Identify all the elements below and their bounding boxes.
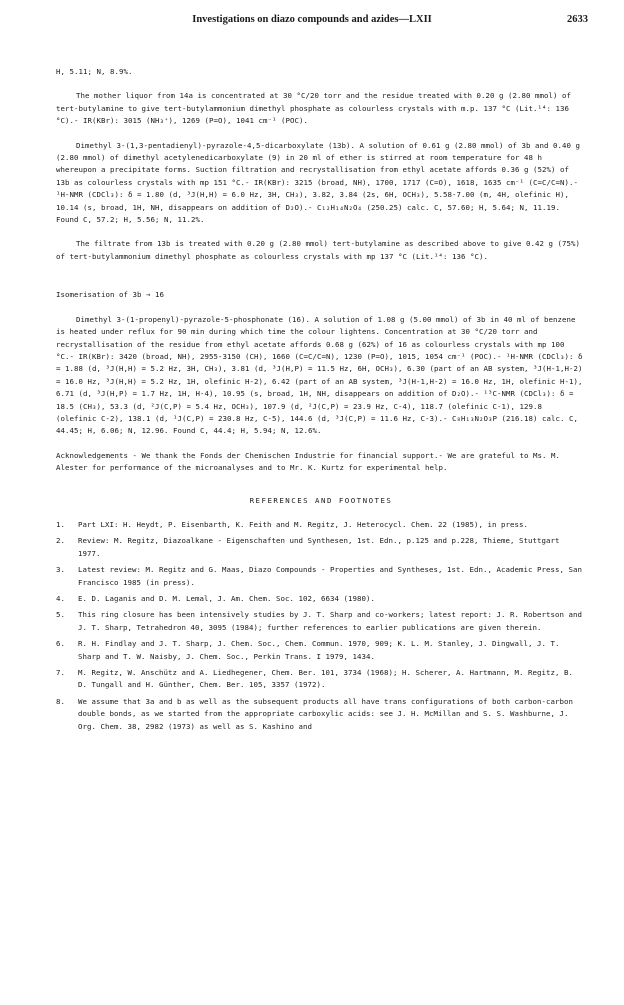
reference-text: Review: M. Regitz, Diazoalkane - Eigenschaften und Synthesen, 1st. Edn., p.125 and p.228, Thieme, Stuttgart 1977.: [78, 536, 560, 558]
reference-number: 4.: [56, 594, 65, 603]
reference-text: Latest review: M. Regitz and G. Maas, Diazo Compounds - Properties and Syntheses, 1st. Edn., Academic Press, San Francisco 1985 (in press).: [78, 565, 582, 587]
reference-number: 5.: [56, 610, 65, 620]
reference-text: Part LXI: H. Heydt, P. Eisenbarth, K. Feith and M. Regitz, J. Heterocycl. Chem. 22 (1985), in press.: [78, 519, 528, 529]
page-number: 2633: [567, 14, 588, 25]
reference-item: [56, 564, 586, 589]
reference-item: [56, 535, 586, 560]
reference-text: M. Regitz, W. Anschütz and A. Liedhegener, Chem. Ber. 101, 3734 (1968); H. Scherer, A. Hartmann, M. Regitz, B. D. Tungall and H. Günther, Chem. Ber. 105, 3357 (1972).: [78, 668, 573, 690]
reference-item: [56, 519, 586, 531]
reference-item: [56, 638, 586, 663]
running-header: [0, 14, 624, 32]
reference-number: 1.: [56, 519, 65, 529]
reference-number: 8.: [56, 696, 65, 706]
reference-number: 7.: [56, 668, 65, 678]
reference-item: [56, 696, 586, 733]
paragraph-mother-liquor: The mother liquor from 14a is concentrated at 30 °C/20 torr and the residue treated with 0.20 g (2.80 mmol) of tert-butylamine to give tert-butylammonium dimethyl phosphate as colourless crystals with m.p. 137 °C (Lit.¹⁴: 136 °C).- IR(KBr): 3015 (NH₃⁺), 1269 (P=O), 1041 cm⁻¹ (POC).: [56, 91, 571, 126]
running-title: Investigations on diazo compounds and azides—LXII: [192, 14, 432, 25]
reference-text: E. D. Laganis and D. M. Lemal, J. Am. Chem. Soc. 102, 6634 (1980).: [78, 594, 375, 603]
reference-number: 2.: [56, 536, 65, 546]
reference-text: We assume that 3a and b as well as the subsequent products all have trans configurations of both carbon-carbon double bonds, as we started from the appropriate carboxylic acids: see J. H. McMillan and S. S. Washburne, J. Org. Chem. 38, 2982 (1973) as well as S. Kashino and: [78, 696, 573, 731]
references-heading: REFERENCES AND FOOTNOTES: [249, 495, 393, 505]
paragraph-compound-16: Dimethyl 3-(1-propenyl)-pyrazole-5-phosphonate (16). A solution of 1.08 g (5.00 mmol) of 3b in 40 ml of benzene is heated under reflux for 90 min during which time the colour lightens. Concentration at 30 °C/20 torr and recrystallisation of the residue from ethyl acetate affords 0.68 g (62%) of 16 as colourless crystals with mp 100 °C.- IR(KBr): 3420 (broad, NH), 2955-3150 (CH), 1660 (C=C/C=N), 1230 (P=O), 1015, 1054 cm⁻¹ (POC).- ¹H-NMR (CDCl₃): δ = 1.88 (d, ³J(H,H) = 5.2 Hz, 3H, CH₃), 3.81 (d, ³J(H,P) = 11.5 Hz, 6H, OCH₃), 6.30 (part of an AB system, ³J(H-1,H-2) = 16.0 Hz, ³J(H,H) = 5.2 Hz, 1H, olefinic H-2), 6.42 (part of an AB system, ³J(H-1,H-2) = 16.0 Hz, 1H, olefinic H-1), 6.71 (d, ³J(H,P) = 1.7 Hz, 1H, H-4), 10.95 (s, broad, 1H, NH, disappears on addition of D₂O).- ¹³C-NMR (CDCl₃): δ = 18.5 (CH₃), 53.3 (d, ²J(C,P) = 5.4 Hz, OCH₃), 107.9 (d, ²J(C,P) = 23.9 Hz, C-4), 118.7 (olefinic C-1), 129.8 (olefinic C-2), 138.1 (d, ¹J(C,P) = 230.8 Hz, C-5), 144.6 (d, ³J(C,P) = 11.6 Hz, C-3).- C₈H₁₃N₂O₃P (216.18) calc. C, 44.45; H, 6.06; N, 12.96. Found C, 44.4; H, 5.94; N, 12.6%.: [56, 314, 583, 436]
acknowledgements: Acknowledgements - We thank the Fonds der Chemischen Industrie for financial support.- We are grateful to Ms. M. Alester for performance of the microanalyses and to Mr. K. Kurtz for experimental help.: [56, 450, 560, 473]
reference-text: This ring closure has been intensively studies by J. T. Sharp and co-workers; latest report: J. R. Robertson and J. T. Sharp, Tetrahedron 40, 3095 (1984); further references to earlier publications are given therein.: [78, 610, 582, 632]
paragraph-filtrate: The filtrate from 13b is treated with 0.20 g (2.80 mmol) tert-butylamine as described above to give 0.42 g (75%) of tert-butylammonium dimethyl phosphate as colourless crystals with mp 137 °C (Lit.¹⁴: 136 °C).: [56, 239, 580, 261]
section-heading-isomerisation: Isomerisation of 3b → 16: [56, 290, 164, 300]
reference-item: [56, 667, 586, 692]
reference-number: 3.: [56, 565, 65, 575]
reference-text: R. H. Findlay and J. T. Sharp, J. Chem. Soc., Chem. Commun. 1970, 909; K. L. M. Stanley, J. Dingwall, J. T. Sharp and T. W. Naisby, J. Chem. Soc., Perkin Trans. I 1979, 1434.: [78, 639, 560, 661]
reference-item: [56, 609, 586, 634]
page-body: [56, 66, 586, 737]
paragraph-analysis-tail: H, 5.11; N, 8.9%.: [56, 67, 133, 76]
references-list: [56, 519, 586, 733]
paragraph-compound-13b: Dimethyl 3-(1,3-pentadienyl)-pyrazole-4,5-dicarboxylate (13b). A solution of 0.61 g (2.80 mmol) of 3b and 0.40 g (2.80 mmol) of dimethyl acetylenedicarboxylate (9) in 20 ml of ether is stirred at room temperature for 48 h whereupon a precipitate forms. Suction filtration and recrystallisation from ethyl acetate affords 0.36 g (52%) of 13b as colourless crystals with mp 151 °C.- IR(KBr): 3215 (broad, NH), 1700, 1717 (C=O), 1618, 1635 cm⁻¹ (C=C/C=N).- ¹H-NMR (CDCl₃): δ = 1.80 (d, ³J(H,H) = 6.0 Hz, 3H, CH₃), 3.82, 3.84 (2s, 6H, OCH₃), 5.58-7.00 (m, 4H, olefinic H), 10.14 (s, broad, 1H, NH, disappears on addition of D₂O).- C₁₂H₁₄N₂O₄ (250.25) calc. C, 57.60; H, 5.64; N, 11.19. Found C, 57.2; H, 5.56; N, 11.2%.: [56, 140, 580, 225]
reference-item: [56, 593, 586, 605]
reference-number: 6.: [56, 639, 65, 649]
